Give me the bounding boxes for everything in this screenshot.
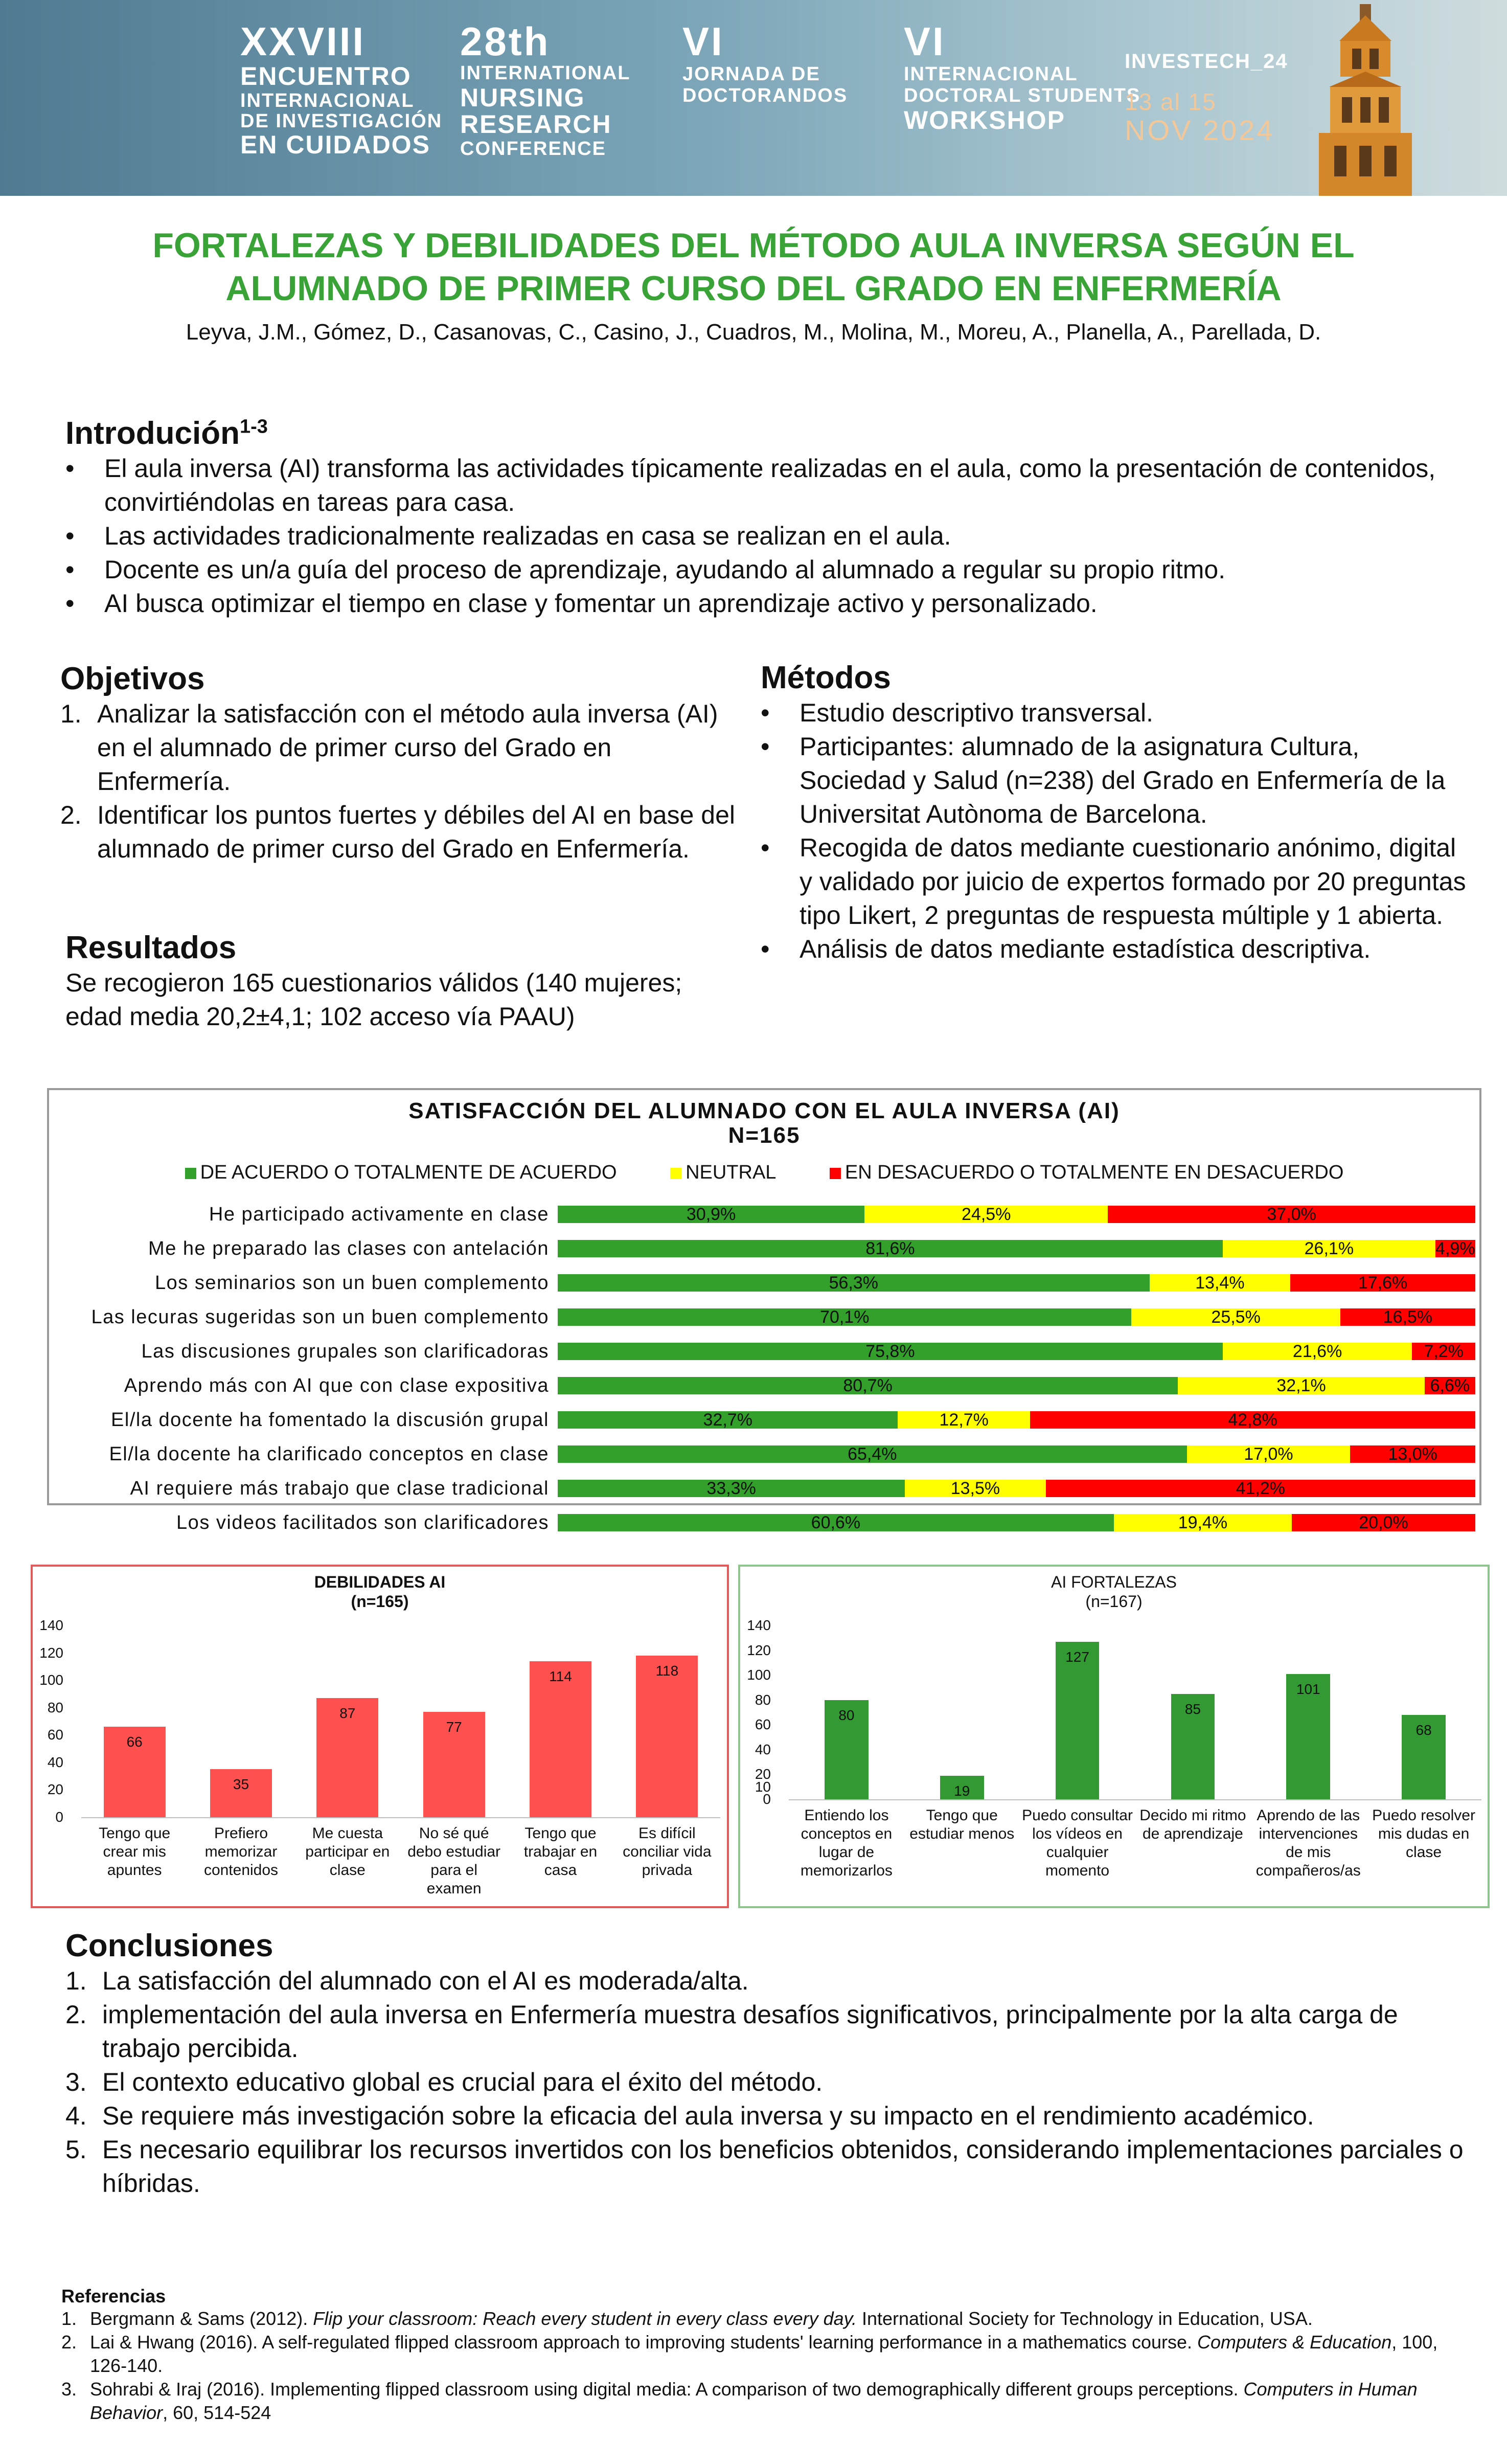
event-jornada-line1: VI xyxy=(682,19,724,64)
event-workshop-line2: INTERNACIONAL xyxy=(904,63,1078,85)
satisfaction-rows xyxy=(49,1090,1479,1533)
conclusion-text: Es necesario equilibrar los recursos invertidos con los beneficios obtenidos, considerando implementaciones parciales o híbridas. xyxy=(102,2135,1464,2198)
objetivos-section xyxy=(60,661,745,866)
segment-value-label: 26,1% xyxy=(1304,1239,1354,1258)
intro-heading xyxy=(65,415,1456,451)
event-encuentro-line3: INTERNACIONAL xyxy=(240,90,415,111)
objetivo-text: Identificar los puntos fuertes y débiles del AI en base del alumnado de primer curso del Grado en Enfermería. xyxy=(97,801,735,863)
category-label: Puedo consultar los vídeos en cualquier momento xyxy=(1022,1807,1133,1879)
segment-value-label: 21,6% xyxy=(1292,1342,1342,1361)
objetivo-item xyxy=(60,697,745,798)
objetivo-number: 2. xyxy=(60,801,82,829)
y-tick-label: 60 xyxy=(755,1716,771,1733)
row-label: AI requiere más trabajo que clase tradicional xyxy=(130,1478,549,1499)
segment-value-label: 60,6% xyxy=(811,1513,861,1532)
event-encuentro-line4: DE INVESTIGACIÓN xyxy=(240,110,443,132)
reference-text: Sohrabi & Iraj (2016). Implementing flipped classroom using digital media: A comparison of two demographically different groups perceptions. xyxy=(90,2379,1244,2400)
y-tick-label: 40 xyxy=(47,1754,63,1770)
segment-value-label: 70,1% xyxy=(820,1307,870,1327)
reference-number: 3. xyxy=(61,2379,77,2400)
y-tick-label: 80 xyxy=(47,1699,63,1715)
conclusion-number: 5. xyxy=(65,2135,87,2164)
intro-bullet: • El aula inversa (AI) transforma las actividades típicamente realizadas en el aula, como la presentación de contenidos, convirtiéndolas en tareas para casa. xyxy=(65,451,1456,519)
segment-value-label: 13,5% xyxy=(950,1479,1000,1498)
conclusion-text: La satisfacción del alumnado con el AI es moderada/alta. xyxy=(102,1966,749,1995)
row-label: Los videos facilitados son clarificadores xyxy=(176,1512,549,1533)
row-label: Las discusiones grupales son clarificadoras xyxy=(141,1341,549,1362)
intro-bullets xyxy=(65,451,1456,620)
event-jornada-line3: DOCTORANDOS xyxy=(682,85,848,106)
intro-heading-text: Introdución xyxy=(65,416,240,451)
objetivos-list xyxy=(60,697,745,866)
metodos-heading: Métodos xyxy=(761,660,891,695)
reference-text: International Society for Technology in Education, USA. xyxy=(856,2308,1313,2329)
reference-item xyxy=(61,2331,1462,2378)
y-tick-label: 120 xyxy=(747,1642,771,1658)
segment-value-label: 25,5% xyxy=(1211,1307,1261,1327)
y-tick-label: 40 xyxy=(755,1741,771,1757)
reference-italic: Computers in Human Behavior xyxy=(90,2379,1418,2423)
reference-italic: Computers & Education xyxy=(1197,2332,1392,2353)
objetivo-text: Analizar la satisfacción con el método aula inversa (AI) en el alumnado de primer curso del Grado en Enfermería. xyxy=(97,699,718,796)
fortalezas-chart xyxy=(738,1565,1490,1908)
event-encuentro-line1: XXVIII xyxy=(240,19,366,64)
y-tick-label: 20 xyxy=(47,1781,63,1798)
bar-value-label: 114 xyxy=(549,1668,572,1684)
bar-value-label: 35 xyxy=(233,1776,249,1793)
event-workshop-line4: WORKSHOP xyxy=(904,106,1065,134)
x-axis-line xyxy=(789,1799,1481,1800)
category-label: Tengo que trabajar en casa xyxy=(523,1825,598,1879)
segment-value-label: 19,4% xyxy=(1178,1513,1228,1532)
segment-value-label: 42,8% xyxy=(1228,1410,1277,1430)
bar-value-label: 19 xyxy=(954,1782,970,1799)
intro-heading-sup: 1-3 xyxy=(239,416,268,438)
header-banner xyxy=(0,0,1507,196)
legend-label: NEUTRAL xyxy=(686,1162,777,1183)
legend-label: EN DESACUERDO O TOTALMENTE EN DESACUERDO xyxy=(844,1162,1344,1183)
reference-text: , 100, 126-140. xyxy=(90,2332,1438,2376)
category-label: Me cuesta participar en clase xyxy=(305,1825,390,1879)
y-tick-label: 120 xyxy=(39,1644,63,1661)
row-label: Las lecuras sugeridas son un buen complemento xyxy=(91,1306,549,1328)
bar-value-label: 85 xyxy=(1184,1701,1201,1717)
event-workshop xyxy=(904,21,1140,133)
segment-value-label: 17,6% xyxy=(1358,1273,1408,1293)
debilidades-chart xyxy=(31,1565,729,1908)
resultados-text: Se recogieron 165 cuestionarios válidos (140 mujeres; edad media 20,2±4,1; 102 acceso vía PAAU) xyxy=(65,968,682,1031)
segment-value-label: 32,7% xyxy=(703,1410,752,1430)
event-nursing-line1: 28th xyxy=(460,19,551,64)
y-tick-label: 100 xyxy=(39,1672,63,1688)
segment-value-label: 65,4% xyxy=(848,1444,897,1464)
event-encuentro-line2: ENCUENTRO xyxy=(240,62,412,91)
debilidades-chart-subtitle: (n=165) xyxy=(351,1592,409,1611)
reference-text: , 60, 514-524 xyxy=(163,2402,271,2423)
bar-value-label: 101 xyxy=(1296,1681,1320,1697)
intro-bullet: • AI busca optimizar el tiempo en clase y fomentar un aprendizaje activo y personalizado. xyxy=(65,586,1456,620)
segment-value-label: 37,0% xyxy=(1267,1205,1316,1224)
y-tick-label: 140 xyxy=(747,1617,771,1633)
objetivos-heading: Objetivos xyxy=(60,661,205,696)
segment-value-label: 75,8% xyxy=(865,1342,915,1361)
segment-value-label: 4,9% xyxy=(1435,1239,1475,1258)
event-nursing-line2: INTERNATIONAL xyxy=(460,62,631,84)
bar-value-label: 66 xyxy=(126,1734,143,1750)
row-label: El/la docente ha fomentado la discusión grupal xyxy=(111,1409,549,1431)
referencias-list xyxy=(61,2307,1462,2425)
event-encuentro-line5: EN CUIDADOS xyxy=(240,130,431,159)
category-label: Entiendo los conceptos en lugar de memorizarlos xyxy=(800,1807,893,1879)
segment-value-label: 81,6% xyxy=(865,1239,915,1258)
event-jornada-line2: JORNADA DE xyxy=(682,63,820,85)
conclusion-number: 1. xyxy=(65,1966,87,1995)
metodos-bullets xyxy=(761,696,1466,966)
legend-label: DE ACUERDO O TOTALMENTE DE ACUERDO xyxy=(200,1162,617,1183)
segment-value-label: 13,4% xyxy=(1195,1273,1245,1293)
conclusion-text: implementación del aula inversa en Enfermería muestra desafíos significativos, principalmente por la alta carga de trabajo percibida. xyxy=(102,2000,1398,2063)
authors-line: Leyva, J.M., Gómez, D., Casanovas, C., Casino, J., Cuadros, M., Molina, M., Moreu, A., Planella, A., Parellada, D. xyxy=(186,320,1321,345)
fortalezas-plot xyxy=(740,1567,1488,1906)
metodos-bullet: • Estudio descriptivo transversal. xyxy=(761,696,1466,730)
segment-value-label: 12,7% xyxy=(939,1410,989,1430)
event-workshop-line3: DOCTORAL STUDENTS xyxy=(904,85,1141,106)
reference-text: Bergmann & Sams (2012). xyxy=(90,2308,313,2329)
objetivo-number: 1. xyxy=(60,699,82,728)
dates-line1: 13 al 15 xyxy=(1125,88,1217,115)
conclusion-item xyxy=(65,1998,1466,2065)
segment-value-label: 24,5% xyxy=(962,1205,1011,1224)
satisfaction-chart-subtitle: N=165 xyxy=(728,1123,801,1148)
resultados-section xyxy=(65,930,745,1033)
category-label: Es difícil conciliar vida privada xyxy=(623,1825,712,1879)
category-label: Tengo que crear mis apuntes xyxy=(99,1825,171,1879)
y-tick-label: 60 xyxy=(47,1727,63,1743)
y-tick-label: 100 xyxy=(747,1667,771,1683)
y-tick-label: 20 xyxy=(755,1766,771,1782)
category-label: Aprendo de las intervenciones de mis compañeros/as xyxy=(1255,1807,1361,1879)
event-nursing-line3: NURSING xyxy=(460,83,585,112)
fortalezas-chart-subtitle: (n=167) xyxy=(1085,1592,1143,1611)
intro-bullet: • Las actividades tradicionalmente realizadas en casa se realizan en el aula. xyxy=(65,519,1456,553)
referencias-heading: Referencias xyxy=(61,2286,166,2307)
bar-value-label: 87 xyxy=(339,1705,356,1721)
fortalezas-chart-title: AI FORTALEZAS xyxy=(1051,1573,1177,1591)
satisfaction-chart-title: SATISFACCIÓN DEL ALUMNADO CON EL AULA INVERSA (AI) xyxy=(408,1098,1120,1123)
metodos-bullet: • Análisis de datos mediante estadística descriptiva. xyxy=(761,932,1466,966)
conclusiones-section xyxy=(65,1928,1466,2200)
reference-item xyxy=(61,2378,1462,2425)
reference-number: 1. xyxy=(61,2308,77,2329)
row-label: Los seminarios son un buen complemento xyxy=(155,1272,549,1294)
row-label: Me he preparado las clases con antelación xyxy=(148,1238,549,1259)
bar-value-label: 80 xyxy=(838,1707,855,1723)
y-tick-label: 0 xyxy=(55,1809,63,1825)
conclusion-number: 4. xyxy=(65,2101,87,2130)
event-nursing-line5: CONFERENCE xyxy=(460,138,607,160)
conclusion-item xyxy=(65,2099,1466,2133)
satisfaction-chart xyxy=(47,1088,1481,1533)
metodos-section xyxy=(761,660,1466,966)
y-tick-label: 140 xyxy=(39,1617,63,1633)
reference-item xyxy=(61,2307,1462,2331)
event-nursing-line4: RESEARCH xyxy=(460,110,612,139)
conclusion-item xyxy=(65,2065,1466,2099)
bar xyxy=(636,1656,698,1817)
reference-italic: Flip your classroom: Reach every student in every class every day. xyxy=(313,2308,857,2329)
category-label: Prefiero memorizar contenidos xyxy=(203,1825,279,1879)
bar-value-label: 127 xyxy=(1065,1648,1089,1665)
bar xyxy=(1056,1642,1100,1799)
conclusion-text: El contexto educativo global es crucial para el éxito del método. xyxy=(102,2068,823,2096)
metodos-bullet: • Recogida de datos mediante cuestionario anónimo, digital y validado por juicio de expertos formado por 20 preguntas tipo Likert, 2 preguntas de respuesta múltiple y 1 abierta. xyxy=(761,831,1466,932)
event-nursing xyxy=(460,21,631,159)
category-label: Decido mi ritmo de aprendizaje xyxy=(1139,1807,1246,1842)
segment-value-label: 30,9% xyxy=(686,1205,736,1224)
category-label: Puedo resolver mis dudas en clase xyxy=(1372,1807,1475,1861)
y-tick-label: 10 xyxy=(755,1778,771,1795)
event-encuentro xyxy=(240,21,442,157)
conclusion-item xyxy=(65,1964,1466,1998)
segment-value-label: 80,7% xyxy=(843,1376,893,1395)
poster-title: FORTALEZAS Y DEBILIDADES DEL MÉTODO AULA INVERSA SEGÚN EL ALUMNADO DE PRIMER CURSO DEL GRADO EN ENFERMERÍA xyxy=(152,226,1355,308)
y-tick-label: 80 xyxy=(755,1691,771,1708)
objetivo-item xyxy=(60,798,745,866)
conclusion-text: Se requiere más investigación sobre la eficacia del aula inversa y su impacto en el rendimiento académico. xyxy=(102,2101,1314,2130)
debilidades-chart-title: DEBILIDADES AI xyxy=(314,1573,446,1591)
conclusiones-list xyxy=(65,1964,1466,2200)
y-tick-label: 0 xyxy=(763,1791,771,1807)
conclusiones-heading: Conclusiones xyxy=(65,1928,273,1963)
segment-value-label: 20,0% xyxy=(1359,1513,1408,1532)
metodos-bullet: • Participantes: alumnado de la asignatura Cultura, Sociedad y Salud (n=238) del Grado en Enfermería de la Universitat Autònoma de Barcelona. xyxy=(761,730,1466,831)
conclusion-number: 2. xyxy=(65,2000,87,2029)
conclusion-item xyxy=(65,2133,1466,2200)
reference-number: 2. xyxy=(61,2332,77,2353)
segment-value-label: 41,2% xyxy=(1236,1479,1285,1498)
segment-value-label: 33,3% xyxy=(706,1479,756,1498)
event-workshop-line1: VI xyxy=(904,19,946,64)
category-label: No sé qué debo estudiar para el examen xyxy=(407,1825,501,1897)
intro-bullet: • Docente es un/a guía del proceso de aprendizaje, ayudando al alumnado a regular su propio ritmo. xyxy=(65,553,1456,586)
segment-value-label: 13,0% xyxy=(1388,1444,1437,1464)
resultados-heading: Resultados xyxy=(65,930,237,965)
referencias-section xyxy=(61,2286,1462,2425)
category-label: Tengo que estudiar menos xyxy=(909,1807,1015,1842)
dates-line2: NOV 2024 xyxy=(1125,114,1275,146)
row-label: He participado activamente en clase xyxy=(209,1204,549,1225)
segment-value-label: 16,5% xyxy=(1383,1307,1433,1327)
tower-illustration xyxy=(1283,0,1452,196)
conclusion-number: 3. xyxy=(65,2068,87,2096)
debilidades-plot xyxy=(33,1567,727,1906)
row-label: El/la docente ha clarificado conceptos en clase xyxy=(109,1443,549,1465)
segment-value-label: 32,1% xyxy=(1276,1376,1326,1395)
row-label: Aprendo más con AI que con clase expositiva xyxy=(124,1375,549,1396)
bar-value-label: 68 xyxy=(1415,1722,1432,1738)
reference-text: Lai & Hwang (2016). A self-regulated flipped classroom approach to improving students' learning performance in a mathematics course. xyxy=(90,2332,1198,2353)
segment-value-label: 6,6% xyxy=(1430,1376,1470,1395)
event-jornada xyxy=(682,21,848,105)
x-axis-line xyxy=(81,1817,720,1818)
intro-section xyxy=(65,415,1456,620)
bar-value-label: 118 xyxy=(655,1662,679,1679)
segment-value-label: 17,0% xyxy=(1244,1444,1293,1464)
segment-value-label: 7,2% xyxy=(1424,1342,1464,1361)
bar-value-label: 77 xyxy=(446,1719,462,1735)
investech-label: INVESTECH_24 xyxy=(1125,50,1288,73)
segment-value-label: 56,3% xyxy=(829,1273,878,1293)
